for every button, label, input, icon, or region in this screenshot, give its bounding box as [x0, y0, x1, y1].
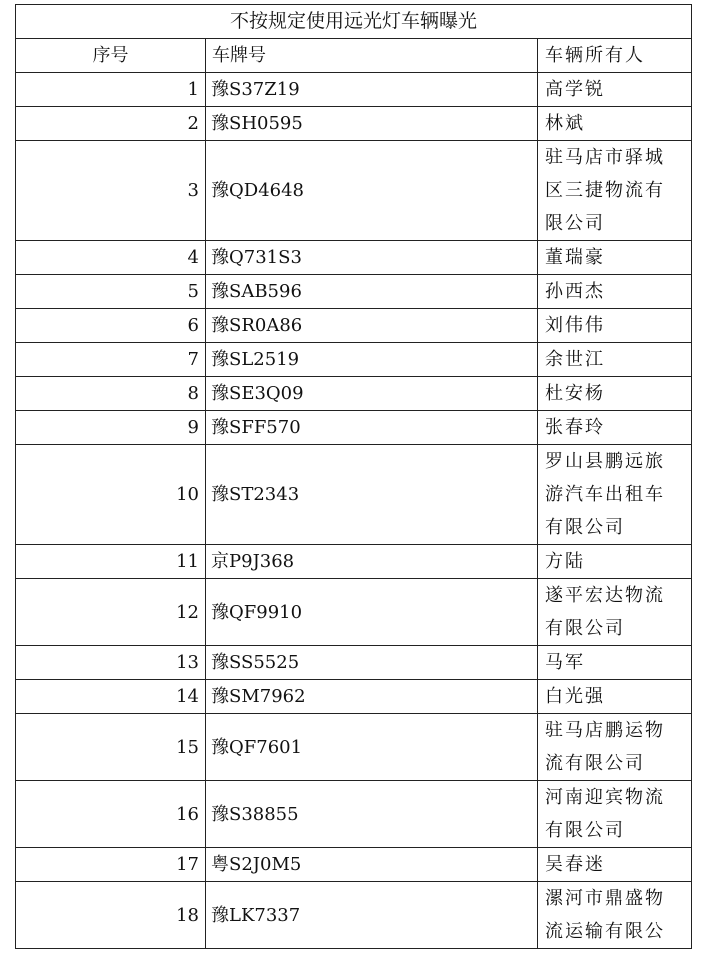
plate-number: 豫QF7601 — [206, 714, 538, 781]
table-row — [16, 343, 692, 377]
vehicle-owner — [538, 73, 692, 107]
table-row — [16, 646, 692, 680]
owner-line: 有限公司 — [545, 820, 625, 841]
plate-number: 豫Q731S3 — [206, 241, 538, 275]
plate-number: 豫SE3Q09 — [206, 377, 538, 411]
row-number: 8 — [16, 377, 206, 411]
vehicle-owner — [538, 377, 692, 411]
plate-number: 豫SL2519 — [206, 343, 538, 377]
vehicle-owner — [538, 445, 692, 545]
table-row — [16, 275, 692, 309]
table-row — [16, 882, 692, 949]
table-row — [16, 141, 692, 241]
vehicle-owner — [538, 343, 692, 377]
table-row — [16, 411, 692, 445]
table-row — [16, 714, 692, 781]
owner-line: 遂平宏达物流 — [545, 585, 665, 606]
vehicle-owner — [538, 781, 692, 848]
vehicle-owner — [538, 411, 692, 445]
vehicle-owner — [538, 848, 692, 882]
table-row — [16, 377, 692, 411]
plate-number: 豫SAB596 — [206, 275, 538, 309]
vehicle-owner — [538, 579, 692, 646]
owner-line: 河南迎宾物流 — [545, 787, 665, 808]
owner-line: 马军 — [545, 652, 585, 673]
plate-number: 京P9J368 — [206, 545, 538, 579]
table-row — [16, 309, 692, 343]
vehicle-owner — [538, 646, 692, 680]
table-row — [16, 579, 692, 646]
owner-line: 孙西杰 — [545, 281, 605, 302]
title-row — [16, 5, 692, 39]
row-number: 16 — [16, 781, 206, 848]
table-row — [16, 680, 692, 714]
table-row — [16, 241, 692, 275]
owner-line: 漯河市鼎盛物 — [545, 888, 665, 909]
row-number: 17 — [16, 848, 206, 882]
table-row — [16, 107, 692, 141]
exposure-table-container — [15, 4, 691, 949]
owner-line: 张春玲 — [545, 417, 605, 438]
owner-line: 驻马店鹏运物 — [545, 720, 665, 741]
owner-line: 有限公司 — [545, 618, 625, 639]
owner-line: 白光强 — [545, 686, 605, 707]
plate-number: 豫ST2343 — [206, 445, 538, 545]
vehicle-owner — [538, 680, 692, 714]
row-number: 18 — [16, 882, 206, 949]
owner-line: 吴春迷 — [545, 854, 605, 875]
vehicle-owner — [538, 141, 692, 241]
column-header-owner: 车辆所有人 — [538, 39, 692, 73]
table-row — [16, 445, 692, 545]
owner-line: 方陆 — [545, 551, 585, 572]
vehicle-owner — [538, 107, 692, 141]
owner-line: 林斌 — [545, 113, 585, 134]
owner-line: 流有限公司 — [545, 753, 645, 774]
vehicle-owner — [538, 545, 692, 579]
row-number: 13 — [16, 646, 206, 680]
row-number: 14 — [16, 680, 206, 714]
owner-line: 杜安杨 — [545, 383, 605, 404]
owner-line: 限公司 — [545, 213, 605, 234]
vehicle-owner — [538, 309, 692, 343]
row-number: 1 — [16, 73, 206, 107]
vehicle-owner — [538, 241, 692, 275]
row-number: 15 — [16, 714, 206, 781]
plate-number: 豫S37Z19 — [206, 73, 538, 107]
owner-line: 罗山县鹏远旅 — [545, 451, 665, 472]
exposure-table — [15, 4, 692, 949]
table-row — [16, 545, 692, 579]
owner-line: 有限公司 — [545, 517, 625, 538]
owner-line: 余世江 — [545, 349, 605, 370]
row-number: 7 — [16, 343, 206, 377]
row-number: 4 — [16, 241, 206, 275]
plate-number: 豫LK7337 — [206, 882, 538, 949]
owner-line: 游汽车出租车 — [545, 484, 665, 505]
table-row — [16, 781, 692, 848]
table-title: 不按规定使用远光灯车辆曝光 — [16, 5, 692, 39]
plate-number: 豫SFF570 — [206, 411, 538, 445]
vehicle-owner — [538, 714, 692, 781]
plate-number: 豫QD4648 — [206, 141, 538, 241]
plate-number: 豫SM7962 — [206, 680, 538, 714]
row-number: 10 — [16, 445, 206, 545]
row-number: 3 — [16, 141, 206, 241]
table-row — [16, 848, 692, 882]
plate-number: 豫QF9910 — [206, 579, 538, 646]
plate-number: 豫S38855 — [206, 781, 538, 848]
row-number: 2 — [16, 107, 206, 141]
owner-line: 董瑞豪 — [545, 247, 605, 268]
plate-number: 豫SH0595 — [206, 107, 538, 141]
row-number: 9 — [16, 411, 206, 445]
owner-line: 刘伟伟 — [545, 315, 605, 336]
header-row — [16, 39, 692, 73]
owner-line: 区三捷物流有 — [545, 180, 665, 201]
owner-line: 驻马店市驿城 — [545, 147, 665, 168]
row-number: 12 — [16, 579, 206, 646]
row-number: 6 — [16, 309, 206, 343]
table-row — [16, 73, 692, 107]
plate-number: 豫SR0A86 — [206, 309, 538, 343]
row-number: 5 — [16, 275, 206, 309]
column-header-plate: 车牌号 — [206, 39, 538, 73]
owner-line: 流运输有限公 — [545, 921, 665, 942]
vehicle-owner — [538, 275, 692, 309]
plate-number: 粤S2J0M5 — [206, 848, 538, 882]
owner-line: 高学锐 — [545, 79, 605, 100]
plate-number: 豫SS5525 — [206, 646, 538, 680]
column-header-number: 序号 — [16, 39, 206, 73]
row-number: 11 — [16, 545, 206, 579]
vehicle-owner — [538, 882, 692, 949]
